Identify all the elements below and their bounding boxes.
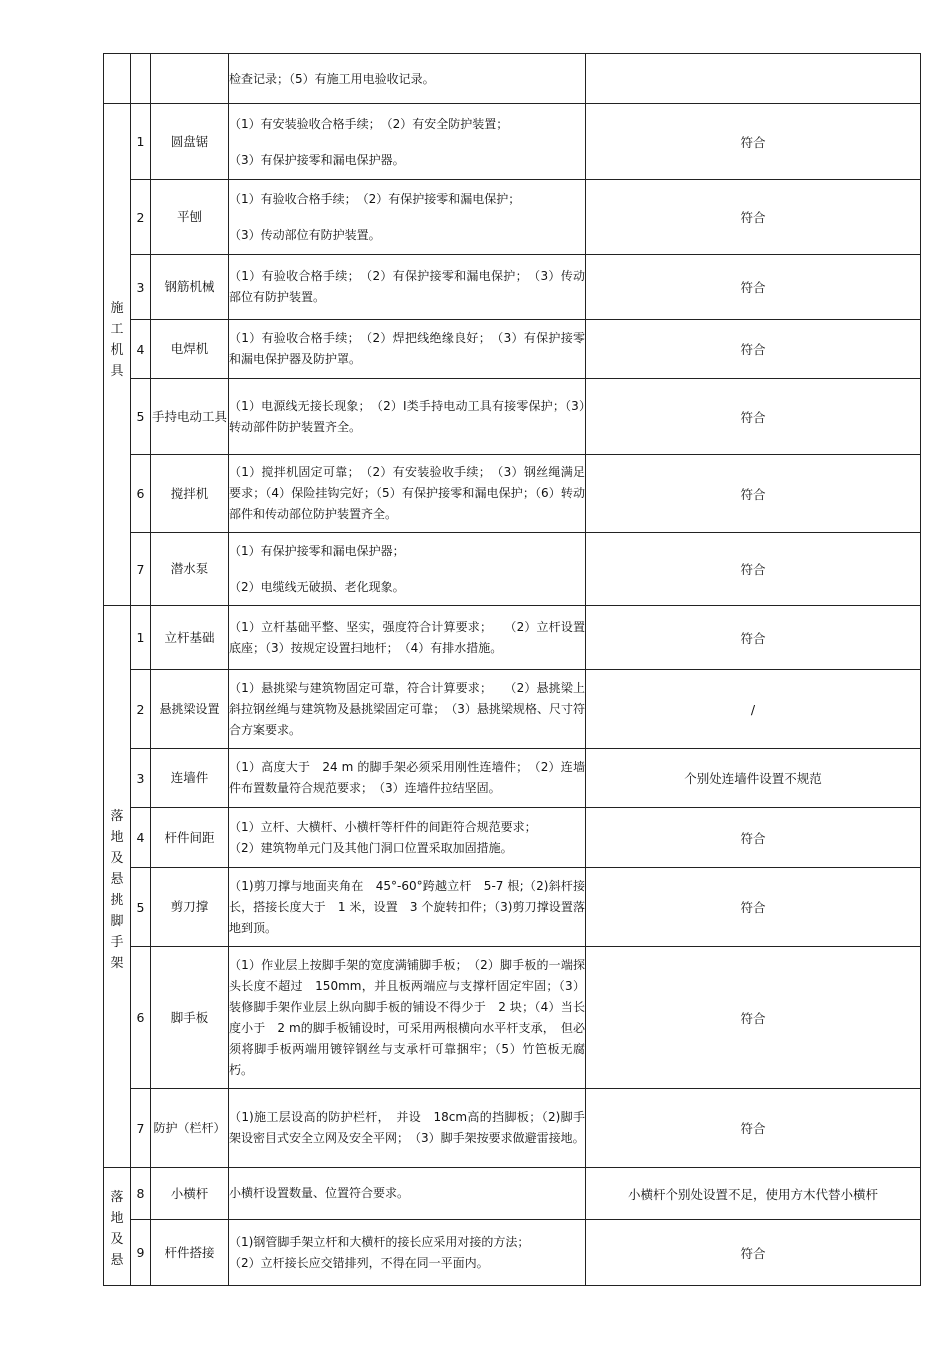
item-content: （1）电源线无接长现象； （2）Ⅰ类手持电动工具有接零保护；（3）转动部件防护装置齐全。 — [229, 379, 586, 455]
item-result: 符合 — [586, 180, 921, 255]
category-char: 具 — [110, 363, 124, 379]
table-row — [104, 255, 921, 320]
item-result: 符合 — [586, 455, 921, 533]
content-line: （2）电缆线无破损、老化现象。 — [229, 580, 405, 594]
item-name: 小横杆 — [151, 1168, 229, 1220]
item-content — [229, 1220, 586, 1286]
num-cell — [131, 54, 151, 104]
item-name: 剪刀撑 — [151, 868, 229, 947]
table-row — [104, 670, 921, 749]
item-result: 符合 — [586, 379, 921, 455]
item-result: 符合 — [586, 104, 921, 180]
item-result: 符合 — [586, 1220, 921, 1286]
item-number: 9 — [131, 1220, 151, 1286]
item-number: 6 — [131, 455, 151, 533]
item-result: 个别处连墙件设置不规范 — [586, 749, 921, 808]
item-name: 脚手板 — [151, 947, 229, 1089]
item-content — [229, 808, 586, 868]
category-char: 施 — [110, 300, 124, 316]
item-name: 悬挑梁设置 — [151, 670, 229, 749]
item-content: （1）立杆基础平整、坚实，强度符合计算要求； （2）立杆设置底座；（3）按规定设置扫地杆； （4）有排水措施。 — [229, 606, 586, 670]
table-row — [104, 533, 921, 606]
category-char: 悬 — [110, 1252, 124, 1268]
item-number: 2 — [131, 180, 151, 255]
item-result: 符合 — [586, 868, 921, 947]
item-number: 2 — [131, 670, 151, 749]
category-char: 地 — [110, 1210, 124, 1226]
item-name: 防护（栏杆） — [151, 1089, 229, 1168]
item-number: 3 — [131, 749, 151, 808]
item-content: （1）高度大于 24 m 的脚手架必须采用刚性连墙件； （2）连墙件布置数量符合规范要求； （3）连墙件拉结坚固。 — [229, 749, 586, 808]
content-line: （3）传动部位有防护装置。 — [229, 228, 381, 242]
item-number: 5 — [131, 868, 151, 947]
item-content: 小横杆设置数量、位置符合要求。 — [229, 1168, 586, 1220]
item-content: （1）有验收合格手续； （2）焊把线绝缘良好； （3）有保护接零和漏电保护器及防护罩。 — [229, 320, 586, 379]
category-char: 落 — [110, 1189, 124, 1205]
item-number: 1 — [131, 104, 151, 180]
table-row — [104, 104, 921, 180]
item-name: 杆件搭接 — [151, 1220, 229, 1286]
category-cell — [104, 54, 131, 104]
item-name: 圆盘锯 — [151, 104, 229, 180]
item-number: 7 — [131, 533, 151, 606]
table-row — [104, 606, 921, 670]
item-result: 符合 — [586, 255, 921, 320]
item-result: 符合 — [586, 808, 921, 868]
table-row — [104, 947, 921, 1089]
item-number: 6 — [131, 947, 151, 1089]
item-number: 1 — [131, 606, 151, 670]
table-row — [104, 379, 921, 455]
item-content — [229, 180, 586, 255]
item-content: （1）有验收合格手续； （2）有保护接零和漏电保护； （3）传动部位有防护装置。 — [229, 255, 586, 320]
category-char: 及 — [110, 850, 124, 866]
item-name: 立杆基础 — [151, 606, 229, 670]
item-result: / — [586, 670, 921, 749]
table-row — [104, 320, 921, 379]
table-row — [104, 1168, 921, 1220]
item-number: 3 — [131, 255, 151, 320]
category-char: 工 — [110, 321, 124, 337]
content-line: （2）立杆接长应交错排列，不得在同一平面内。 — [229, 1255, 489, 1270]
item-name: 手持电动工具 — [151, 379, 229, 455]
item-number: 7 — [131, 1089, 151, 1168]
content-line: （1）立杆、大横杆、小横杆等杆件的间距符合规范要求； — [229, 819, 537, 834]
item-content: （1)施工层设高的防护栏杆， 并设 18cm高的挡脚板；（2)脚手架设密目式安全立网及安全平网； （3）脚手架按要求做避雷接地。 — [229, 1089, 586, 1168]
category-scaffold-continued — [104, 1168, 131, 1286]
item-name: 杆件间距 — [151, 808, 229, 868]
table-row — [104, 1220, 921, 1286]
category-char: 手 — [110, 934, 124, 950]
item-name: 钢筋机械 — [151, 255, 229, 320]
category-char: 机 — [110, 342, 124, 358]
result-cell — [586, 54, 921, 104]
content-line: （1)钢管脚手架立杆和大横杆的接长应采用对接的方法； — [229, 1234, 530, 1249]
item-result: 符合 — [586, 533, 921, 606]
item-content: （1）作业层上按脚手架的宽度满铺脚手板； （2）脚手板的一端探头长度不超过 150mm，并且板两端应与支撑杆固定牢固；（3）装修脚手架作业层上纵向脚手板的铺设不得少于 2 块；（4）当长度小于 2 m的脚手板铺设时，可采用两根横向水平杆支承， 但必须将脚手板两端用镀锌钢丝与支承杆可靠捆牢；（5）竹笆板无腐朽。 — [229, 947, 586, 1089]
category-char: 挑 — [110, 892, 124, 908]
item-result: 符合 — [586, 947, 921, 1089]
category-char: 悬 — [110, 871, 124, 887]
item-name: 搅拌机 — [151, 455, 229, 533]
item-content: （1)剪刀撑与地面夹角在 45°-60°跨越立杆 5-7 根;（2)斜杆接长，搭接长度大于 1 米，设置 3 个旋转扣件；（3)剪刀撑设置落地到顶。 — [229, 868, 586, 947]
table-row — [104, 749, 921, 808]
table-row — [104, 455, 921, 533]
category-char: 脚 — [110, 913, 124, 929]
table-row — [104, 868, 921, 947]
table-row — [104, 1089, 921, 1168]
table-row — [104, 180, 921, 255]
item-content: （1）悬挑梁与建筑物固定可靠，符合计算要求； （2）悬挑梁上斜拉钢丝绳与建筑物及悬挑梁固定可靠； （3）悬挑梁规格、尺寸符合方案要求。 — [229, 670, 586, 749]
content-line: （1）有验收合格手续； （2）有保护接零和漏电保护； — [229, 192, 521, 206]
category-machinery — [104, 104, 131, 606]
content-line: （1）有保护接零和漏电保护器； — [229, 544, 405, 558]
item-content: （1）搅拌机固定可靠； （2）有安装验收手续； （3）钢丝绳满足要求；（4）保险挂钩完好；（5）有保护接零和漏电保护；（6）转动部件和传动部位防护装置齐全。 — [229, 455, 586, 533]
category-char: 地 — [110, 829, 124, 845]
content-line: （3）有保护接零和漏电保护器。 — [229, 152, 405, 167]
item-result: 符合 — [586, 320, 921, 379]
content-line: （1）有安装验收合格手续； （2）有安全防护装置； — [229, 116, 509, 131]
content-line: （2）建筑物单元门及其他门洞口位置采取加固措施。 — [229, 840, 513, 855]
item-name: 电焊机 — [151, 320, 229, 379]
category-char: 架 — [110, 955, 124, 971]
item-content — [229, 533, 586, 606]
item-name: 平刨 — [151, 180, 229, 255]
category-char: 及 — [110, 1231, 124, 1247]
category-char: 落 — [110, 808, 124, 824]
item-result: 符合 — [586, 1089, 921, 1168]
table-row — [104, 54, 921, 104]
content-cell: 检查记录；（5）有施工用电验收记录。 — [229, 54, 586, 104]
item-number: 4 — [131, 808, 151, 868]
category-scaffold — [104, 606, 131, 1168]
table-row — [104, 808, 921, 868]
item-number: 4 — [131, 320, 151, 379]
item-number: 5 — [131, 379, 151, 455]
item-result: 小横杆个别处设置不足，使用方木代替小横杆 — [586, 1168, 921, 1220]
name-cell — [151, 54, 229, 104]
item-name: 潜水泵 — [151, 533, 229, 606]
item-name: 连墙件 — [151, 749, 229, 808]
item-number: 8 — [131, 1168, 151, 1220]
item-result: 符合 — [586, 606, 921, 670]
item-content — [229, 104, 586, 180]
inspection-table — [103, 53, 921, 1286]
